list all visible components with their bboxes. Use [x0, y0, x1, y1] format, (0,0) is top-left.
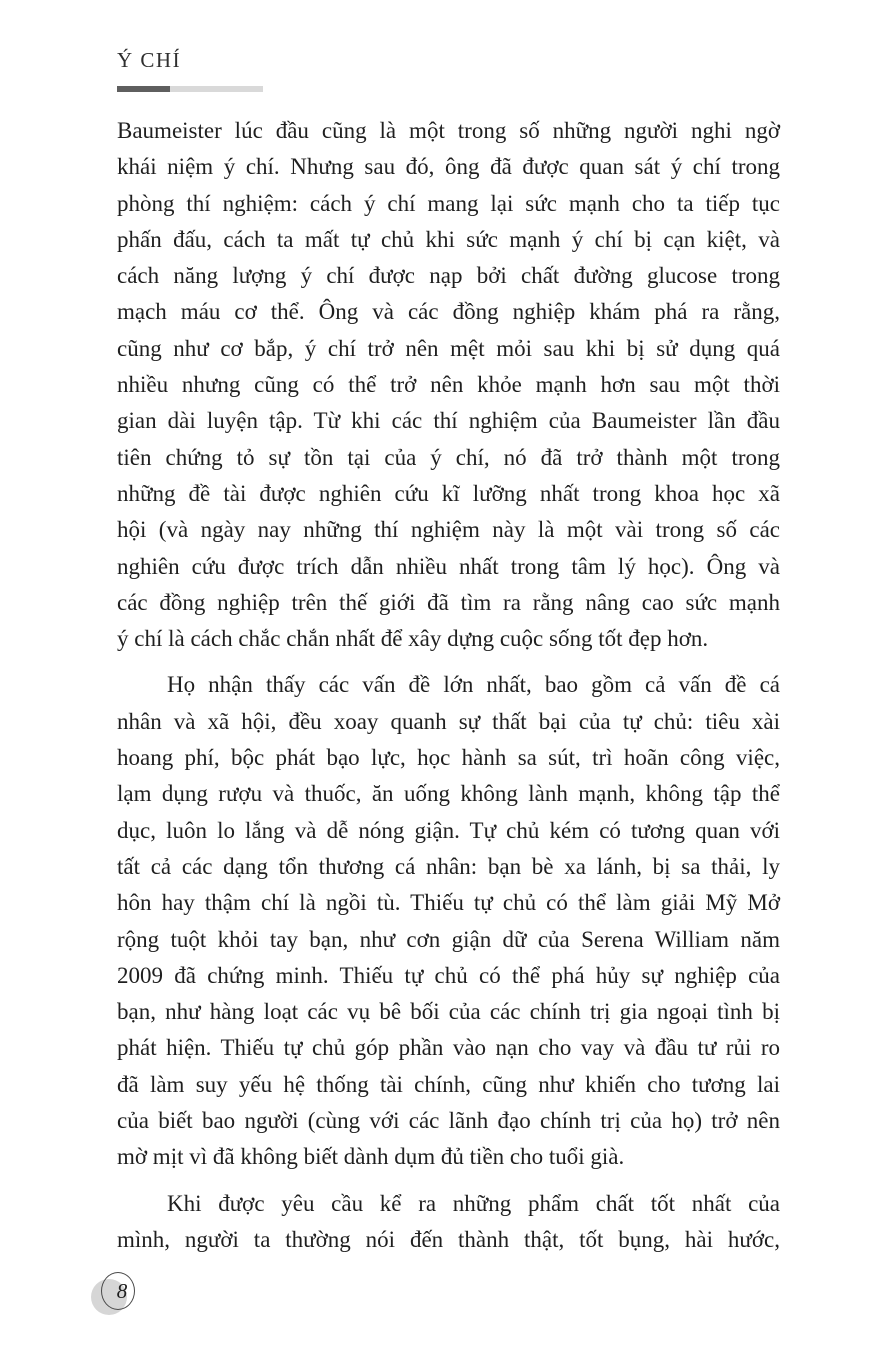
text-line: Khi được yêu cầu kể ra những phẩm chất tốt nhất của	[167, 1190, 780, 1216]
page-number: 8	[116, 1278, 128, 1303]
text-line: cách năng lượng ý chí được nạp bởi chất đường glucose trong	[117, 263, 780, 289]
text-line: nghiên cứu được trích dẫn nhiều nhất trong tâm lý học). Ông và	[117, 553, 780, 579]
badge-ring	[101, 1272, 135, 1310]
text-line: mờ mịt vì đã không biết dành dụm đủ tiền cho tuổi già.	[117, 1144, 625, 1170]
text-line: phòng thí nghiệm: cách ý chí mang lại sức mạnh cho ta tiếp tục	[117, 190, 780, 216]
paragraph	[117, 1186, 780, 1259]
text-line: tất cả các dạng tổn thương cá nhân: bạn bè xa lánh, bị sa thải, ly	[117, 853, 780, 879]
text-line: gian dài luyện tập. Từ khi các thí nghiệm của Baumeister lần đầu	[117, 408, 780, 434]
text-line: phát hiện. Thiếu tự chủ góp phần vào nạn cho vay và đầu tư rủi ro	[117, 1035, 780, 1061]
text-line: các đồng nghiệp trên thế giới đã tìm ra rằng nâng cao sức mạnh	[117, 589, 780, 615]
text-line: phấn đấu, cách ta mất tự chủ khi sức mạnh ý chí bị cạn kiệt, và	[117, 226, 780, 252]
title-rule-dark-segment	[117, 86, 170, 92]
text-line: những đề tài được nghiên cứu kĩ lưỡng nhất trong khoa học xã	[117, 480, 780, 506]
text-line: đã làm suy yếu hệ thống tài chính, cũng như khiến cho tương lai	[117, 1071, 780, 1097]
text-line: 2009 đã chứng minh. Thiếu tự chủ có thể phá hủy sự nghiệp của	[117, 962, 780, 988]
page-content	[117, 48, 780, 1258]
text-line: lạm dụng rượu và thuốc, ăn uống không lành mạnh, không tập thể	[117, 781, 780, 807]
paragraph	[117, 667, 780, 1175]
text-line: khái niệm ý chí. Nhưng sau đó, ông đã được quan sát ý chí trong	[117, 154, 780, 180]
text-line: của biết bao người (cùng với các lãnh đạo chính trị của họ) trở nên	[117, 1108, 780, 1134]
paragraph	[117, 113, 780, 657]
text-line: ý chí là cách chắc chắn nhất để xây dựng cuộc sống tốt đẹp hơn.	[117, 626, 709, 652]
text-line: nhiều nhưng cũng có thể trở nên khỏe mạnh hơn sau một thời	[117, 372, 780, 398]
text-line: Baumeister lúc đầu cũng là một trong số những người nghi ngờ	[117, 118, 780, 143]
text-line: hoang phí, bộc phát bạo lực, học hành sa sút, trì hoãn công việc,	[117, 745, 780, 771]
text-line: nhân và xã hội, đều xoay quanh sự thất bại của tự chủ: tiêu xài	[117, 708, 780, 734]
text-line: mạch máu cơ thể. Ông và các đồng nghiệp khám phá ra rằng,	[117, 299, 780, 325]
text-line: tiên chứng tỏ sự tồn tại của ý chí, nó đã trở thành một trong	[117, 444, 780, 470]
title-rule-light-segment	[170, 86, 263, 92]
text-line: mình, người ta thường nói đến thành thật, tốt bụng, hài hước,	[117, 1226, 780, 1252]
text-line: hội (và ngày nay những thí nghiệm này là một vài trong số các	[117, 517, 780, 543]
text-line: rộng tuột khỏi tay bạn, như cơn giận dữ của Serena William năm	[117, 926, 780, 952]
text-line: cũng như cơ bắp, ý chí trở nên mệt mỏi sau khi bị sử dụng quá	[117, 335, 780, 361]
title-rule	[117, 86, 263, 92]
chapter-title: Ý CHÍ	[117, 48, 182, 72]
text-line: dục, luôn lo lắng và dễ nóng giận. Tự chủ kém có tương quan với	[117, 817, 780, 843]
text-line: Họ nhận thấy các vấn đề lớn nhất, bao gồm cả vấn đề cá	[167, 672, 780, 698]
text-block	[117, 113, 780, 1258]
page-number-badge	[91, 1272, 139, 1320]
text-line: hôn hay thậm chí là ngồi tù. Thiếu tự chủ có thể làm giải Mỹ Mở	[117, 890, 780, 916]
text-line: bạn, như hàng loạt các vụ bê bối của các chính trị gia ngoại tình bị	[117, 999, 780, 1025]
